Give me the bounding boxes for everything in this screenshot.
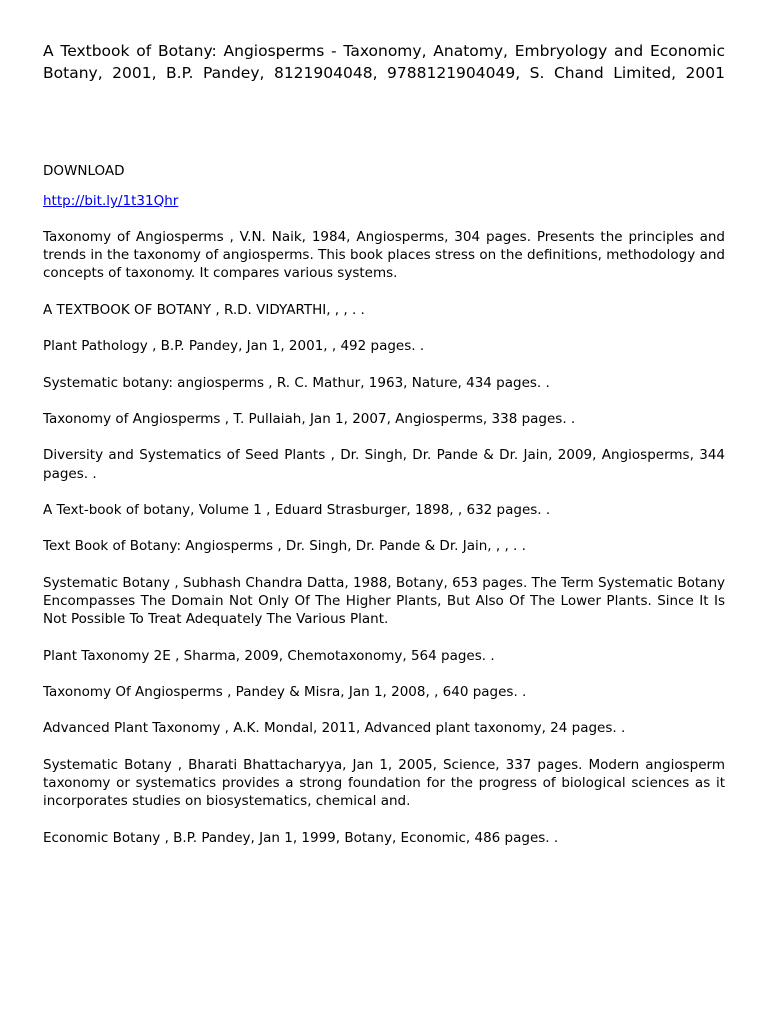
download-link[interactable]: http://bit.ly/1t31Qhr	[43, 193, 179, 209]
book-entry: Taxonomy of Angiosperms , V.N. Naik, 1984, Angiosperms, 304 pages. Presents the principles and trends in the taxonomy of angiosperms. This book places stress on the definitions, methodology and concepts of taxonomy. It compares various systems.	[43, 229, 725, 282]
book-entry: Taxonomy Of Angiosperms , Pandey & Misra, Jan 1, 2008, , 640 pages. .	[43, 683, 527, 700]
book-entry: A Text-book of botany, Volume 1 , Eduard Strasburger, 1898, , 632 pages. .	[43, 501, 551, 518]
book-entry: Plant Pathology , B.P. Pandey, Jan 1, 2001, , 492 pages. .	[43, 338, 425, 355]
book-entry: Advanced Plant Taxonomy , A.K. Mondal, 2011, Advanced plant taxonomy, 24 pages. .	[43, 720, 626, 737]
book-entry: Economic Botany , B.P. Pandey, Jan 1, 1999, Botany, Economic, 486 pages. .	[43, 829, 559, 846]
book-entry: Text Book of Botany: Angiosperms , Dr. Singh, Dr. Pande & Dr. Jain, , , . .	[43, 538, 526, 555]
document-page	[43, 40, 725, 846]
document-title: A Textbook of Botany: Angiosperms - Taxonomy, Anatomy, Embryology and Economic Botany, 2001, B.P. Pandey, 8121904048, 9788121904049, S. Chand Limited, 2001	[43, 42, 725, 82]
book-list	[43, 228, 725, 865]
book-entry: Diversity and Systematics of Seed Plants , Dr. Singh, Dr. Pande & Dr. Jain, 2009, Angiosperms, 344 pages. .	[43, 447, 725, 482]
download-label: DOWNLOAD	[43, 163, 125, 179]
book-entry: Systematic Botany , Subhash Chandra Datta, 1988, Botany, 653 pages. The Term Systematic Botany Encompasses The Domain Not Only Of The Higher Plants, But Also Of The Lower Plants. Since It Is Not Possible To Treat Adequately The Various Plant.	[43, 574, 725, 628]
book-entry: Systematic Botany , Bharati Bhattacharyya, Jan 1, 2005, Science, 337 pages. Modern angiosperm taxonomy or systematics provides a strong foundation for the progress of biological sciences as it incorporates studies on biosystematics, chemical and.	[43, 756, 725, 810]
book-entry: Plant Taxonomy 2E , Sharma, 2009, Chemotaxonomy, 564 pages. .	[43, 647, 495, 664]
book-entry: Taxonomy of Angiosperms , T. Pullaiah, Jan 1, 2007, Angiosperms, 338 pages. .	[43, 410, 576, 427]
book-entry: A TEXTBOOK OF BOTANY , R.D. VIDYARTHI, , , . .	[43, 301, 365, 318]
book-entry: Systematic botany: angiosperms , R. C. Mathur, 1963, Nature, 434 pages. .	[43, 374, 550, 391]
